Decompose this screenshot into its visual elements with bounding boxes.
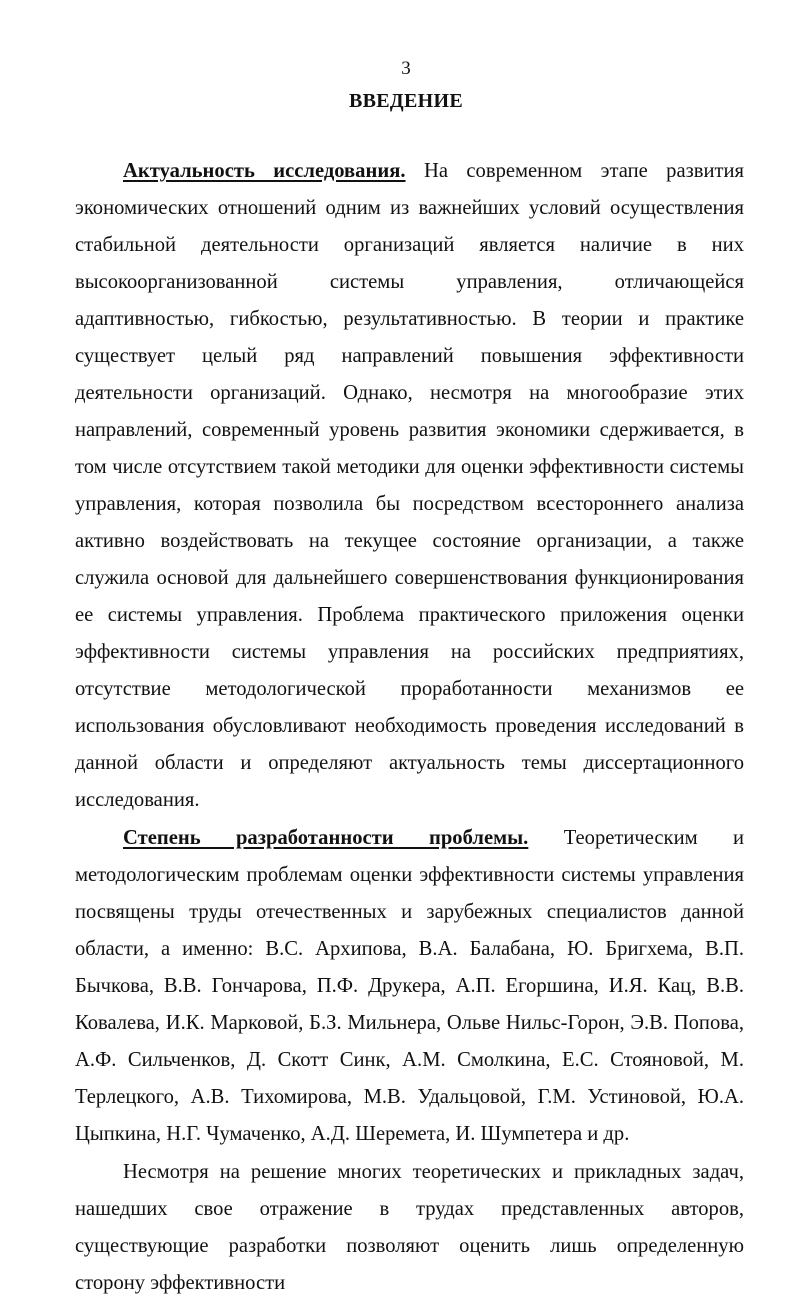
page-title: ВВЕДЕНИЕ — [349, 90, 463, 112]
page-number: 3 — [401, 58, 411, 79]
paragraph-text: На современном этапе развития экономических отношений одним из важнейших условий осуществления стабильной деятельности организаций является наличие в них высокоорганизованной системы управления, отличающейся адаптивностью, гибкостью, результативностью. В теории и практике существует целый ряд направлений повышения эффективности деятельности организаций. Однако, несмотря на многообразие этих направлений, современный уровень развития экономики сдерживается, в том числе отсутствием такой методики для оценки эффективности системы управления, которая позволила бы посредством всестороннего анализа активно воздействовать на текущее состояние организации, а также служила основой для дальнейшего совершенствования функционирования ее системы управления. Проблема практического приложения оценки эффективности системы управления на российских предприятиях, отсутствие методологической проработанности механизмов ее использования обусловливают необходимость проведения исследований в данной области и определяют актуальность темы диссертационного исследования. — [75, 160, 744, 811]
paragraph-despite — [75, 1154, 744, 1302]
section-heading-development-degree: Степень разработанности проблемы. — [123, 827, 529, 849]
paragraph-relevance — [75, 153, 744, 819]
document-body — [75, 153, 744, 1302]
section-heading-relevance: Актуальность исследования. — [123, 160, 406, 182]
paragraph-text: Несмотря на решение многих теоретических и прикладных задач, нашедших свое отражение в трудах представленных авторов, существующие разработки позволяют оценить лишь определенную сторону эффективности — [75, 1161, 744, 1294]
paragraph-text: Теоретическим и методологическим проблемам оценки эффективности системы управления посвящены труды отечественных и зарубежных специалистов данной области, а именно: В.С. Архипова, В.А. Балабана, Ю. Бригхема, В.П. Бычкова, В.В. Гончарова, П.Ф. Друкера, А.П. Егоршина, И.Я. Кац, В.В. Ковалева, И.К. Марковой, Б.З. Мильнера, Ольве Нильс-Горон, Э.В. Попова, А.Ф. Сильченков, Д. Скотт Синк, А.М. Смолкина, Е.С. Стояновой, М. Терлецкого, А.В. Тихомирова, М.В. Удальцовой, Г.М. Устиновой, Ю.А. Цыпкина, Н.Г. Чумаченко, А.Д. Шеремета, И. Шумпетера и др. — [75, 827, 745, 1145]
paragraph-development-degree — [75, 820, 744, 1153]
